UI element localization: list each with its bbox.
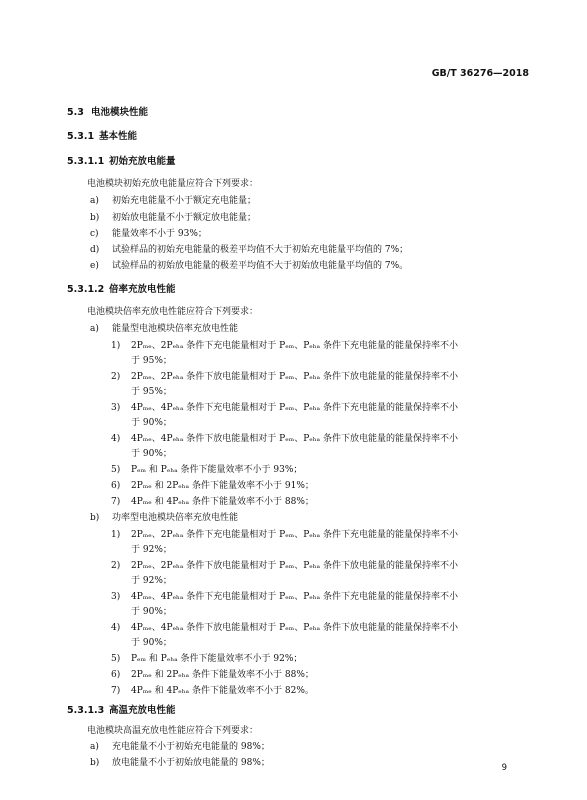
sub-list-item: 7) 4Pₘₑ 和 4Pₑₕₐ 条件下能量效率不小于 82%。 [111,686,314,696]
sub-list-item: 7) 4Pₘₑ 和 4Pₑₕₐ 条件下能量效率不小于 88%； [111,497,314,507]
section-heading-5-3-1 [67,128,137,142]
sub-list-item-cont: 于 90%； [131,418,172,428]
sub-list-item: 4) 4Pₘₑ、4Pₑₕₐ 条件下放电能量相对于 Pₑₘ、Pₑₕₐ 条件下放电能量的能量保持率不小 [111,434,458,444]
sub-list-item: 5) Pₑₘ 和 Pₑₕₐ 条件下能量效率不小于 93%； [111,465,303,475]
section-title: 高温充放电性能 [109,705,176,716]
section-number: 5.3.1.2 [67,284,105,295]
list-item-a: a) 能量型电池模块倍率充放电性能 [90,324,239,334]
list-item-b: b) 功率型电池模块倍率充放电性能 [90,513,239,523]
section-number: 5.3.1.3 [67,705,105,716]
section-heading-5-3-1-2 [67,281,176,295]
section-title: 基本性能 [99,131,138,142]
list-item: a) 充电能量不小于初始充电能量的 98%； [90,742,270,752]
section-number: 5.3.1 [67,131,95,142]
sub-list-item-cont: 于 90%； [131,638,172,648]
sub-list-item: 3) 4Pₘₑ、4Pₑₕₐ 条件下充电能量相对于 Pₑₘ、Pₑₕₐ 条件下充电能量的能量保持率不小 [111,592,458,602]
sub-list-item-cont: 于 92%； [131,576,172,586]
sub-list-item: 3) 4Pₘₑ、4Pₑₕₐ 条件下充电能量相对于 Pₑₘ、Pₑₕₐ 条件下充电能量的能量保持率不小 [111,403,458,413]
section-title: 电池模块性能 [91,107,149,118]
section-heading-5-3 [67,104,148,118]
sub-list-item: 1) 2Pₘₑ、2Pₑₕₐ 条件下充电能量相对于 Pₑₘ、Pₑₕₐ 条件下充电能量的能量保持率不小 [111,341,458,351]
section-number: 5.3.1.1 [67,156,105,167]
list-item: e) 试验样品的初始放电能量的极差平均值不大于初始放电能量平均值的 7%。 [90,261,409,271]
sub-list-item: 1) 2Pₘₑ、2Pₑₕₐ 条件下充电能量相对于 Pₑₘ、Pₑₕₐ 条件下充电能量的能量保持率不小 [111,530,458,540]
paragraph-intro: 电池模块高温充放电性能应符合下列要求： [87,726,259,736]
sub-list-item: 6) 2Pₘₑ 和 2Pₑₕₐ 条件下能量效率不小于 91%； [111,481,314,491]
standard-number: GB/T 36276—2018 [431,68,529,79]
sub-list-item-cont: 于 90%； [131,607,172,617]
sub-list-item-cont: 于 95%； [131,387,172,397]
sub-list-item-cont: 于 92%； [131,545,172,555]
sub-list-item-cont: 于 95%； [131,356,172,366]
section-number: 5.3 [67,107,84,118]
paragraph-intro: 电池模块倍率充放电性能应符合下列要求： [87,307,259,317]
sub-list-item: 6) 2Pₘₑ 和 2Pₑₕₐ 条件下能量效率不小于 88%； [111,670,314,680]
section-title: 初始充放电能量 [109,156,176,167]
list-item: c) 能量效率不小于 93%； [90,229,207,239]
list-item: b) 初始放电能量不小于额定放电能量； [90,213,257,223]
section-heading-5-3-1-3 [67,702,176,716]
list-item: a) 初始充电能量不小于额定充电能量； [90,196,257,206]
sub-list-item: 4) 4Pₘₑ、4Pₑₕₐ 条件下放电能量相对于 Pₑₘ、Pₑₕₐ 条件下放电能量的能量保持率不小 [111,623,458,633]
list-item: b) 放电能量不小于初始放电能量的 98%； [90,758,270,768]
page-number: 9 [501,763,507,773]
section-heading-5-3-1-1 [67,153,176,167]
sub-list-item: 2) 2Pₘₑ、2Pₑₕₐ 条件下放电能量相对于 Pₑₘ、Pₑₕₐ 条件下放电能量的能量保持率不小 [111,561,458,571]
list-item: d) 试验样品的初始充电能量的极差平均值不大于初始充电能量平均值的 7%； [90,245,409,255]
sub-list-item: 5) Pₑₘ 和 Pₑₕₐ 条件下能量效率不小于 92%； [111,654,303,664]
sub-list-item-cont: 于 90%； [131,449,172,459]
sub-list-item: 2) 2Pₘₑ、2Pₑₕₐ 条件下放电能量相对于 Pₑₘ、Pₑₕₐ 条件下放电能量的能量保持率不小 [111,372,458,382]
section-title: 倍率充放电性能 [109,284,176,295]
paragraph-intro: 电池模块初始充放电能量应符合下列要求： [87,179,259,189]
